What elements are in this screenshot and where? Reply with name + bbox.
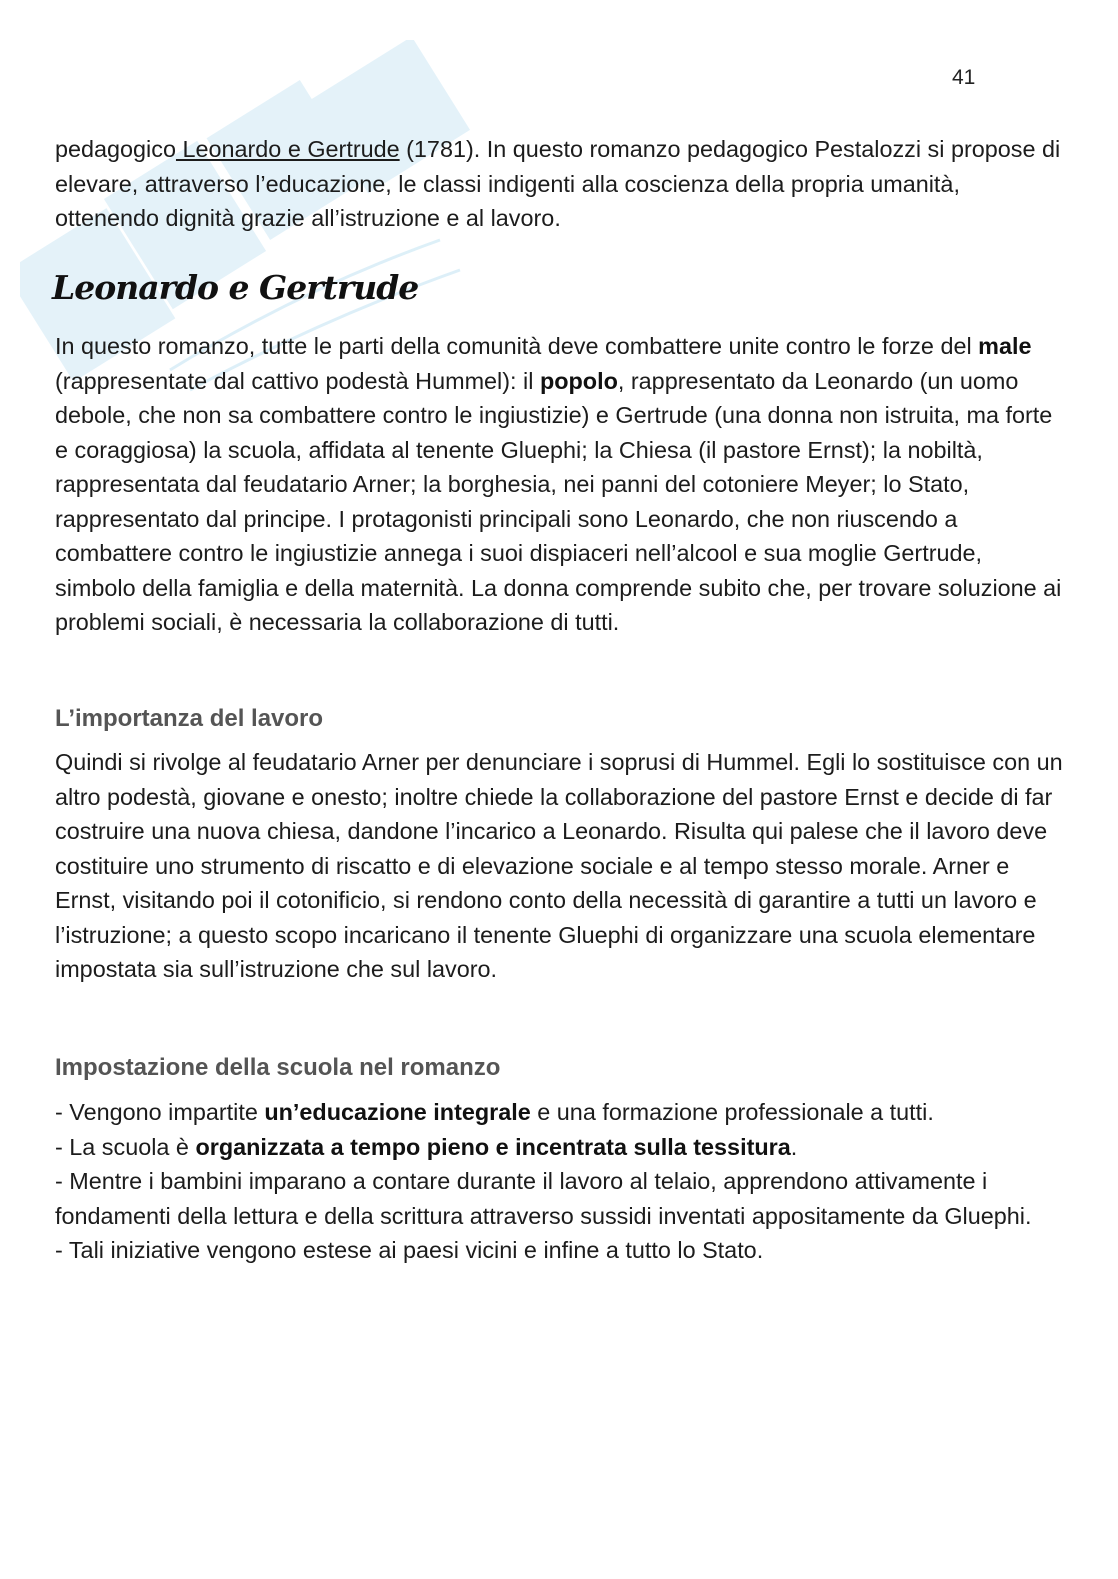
list-item-2-post: .: [790, 1133, 798, 1160]
section-title: Leonardo e Gertrude: [52, 268, 419, 307]
subheading-impostazione-scuola: Impostazione della scuola nel romanzo: [55, 1054, 501, 1081]
p1-text-3: , rappresentato da Leonardo (un uomo debole, che non sa combattere contro le ingiustizie) e Gertrude (una donna non istruita, ma forte e coraggiosa) la scuola, affidata al tenente Gluephi; la Chiesa (il pastore Ernst); la nobiltà, rappresentata dal feudatario Arner; la borghesia, nei panni del cotoniere Meyer; lo Stato, rappresentato dal principe. I protagonisti principali sono Leonardo, che non riuscendo a combattere contro le ingiustizie annega i suoi dispiaceri nell’alcool e sua moglie Gertrude, simbolo della famiglia e della maternità. La donna comprende subito che, per trovare soluzione ai problemi sociali, è necessaria la collaborazione di tutti.: [55, 367, 1062, 635]
intro-pre: pedagogico: [55, 136, 176, 162]
list-item: - Mentre i bambini imparano a contare durante il lavoro al telaio, apprendono attivamente i fondamenti della lettura e della scrittura attraverso sussidi inventati appositamente da Gluephi.: [55, 1168, 1032, 1229]
list-item-1-bold: un’educazione integrale: [264, 1099, 531, 1125]
intro-post: (1781). In questo romanzo pedagogico Pestalozzi si propose di elevare, attraverso l’educazione, le classi indigenti alla coscienza della propria umanità, ottenendo dignità grazie all’istruzione e al lavoro.: [55, 136, 1061, 231]
list-item-1-pre: - Vengono impartite: [55, 1099, 265, 1125]
list-item-2-pre: - La scuola è: [55, 1133, 196, 1160]
intro-paragraph: [55, 132, 1065, 236]
list-item-2-bold: organizzata a tempo pieno e incentrata sulla tessitura: [195, 1133, 791, 1160]
subheading-importanza-lavoro: L’importanza del lavoro: [55, 705, 324, 732]
p1-bold-male: male: [978, 333, 1032, 359]
bullet-list: [55, 1095, 1065, 1268]
p1-text-1: In questo romanzo, tutte le parti della comunità deve combattere unite contro le forze del: [55, 333, 979, 359]
paragraph-2: Quindi si rivolge al feudatario Arner per denunciare i soprusi di Hummel. Egli lo sostituisce con un altro podestà, giovane e onesto; inoltre chiede la collaborazione del pastore Ernst e decide di far costruire una nuova chiesa, dandone l’incarico a Leonardo. Risulta qui palese che il lavoro deve costituire uno strumento di riscatto e di elevazione sociale e al tempo stesso morale. Arner e Ernst, visitando poi il cotonificio, si rendono conto della necessità di garantire a tutti un lavoro e l’istruzione; a questo scopo incaricano il tenente Gluephi di organizzare una scuola elementare impostata sia sull’istruzione che sul lavoro.: [55, 749, 1063, 982]
paragraph-1: [55, 329, 1065, 640]
book-title-link[interactable]: Leonardo e Gertrude: [175, 136, 400, 162]
p1-text-2: (rappresentate dal cattivo podestà Hummel): il: [55, 367, 540, 394]
list-item: - Tali iniziative vengono estese ai paesi vicini e infine a tutto lo Stato.: [55, 1237, 764, 1263]
list-item: [55, 1095, 1065, 1130]
list-item-1-post: e una formazione professionale a tutti.: [530, 1099, 934, 1125]
p1-bold-popolo: popolo: [539, 367, 618, 394]
list-item: [55, 1130, 1065, 1165]
page-number: 41: [952, 66, 976, 89]
